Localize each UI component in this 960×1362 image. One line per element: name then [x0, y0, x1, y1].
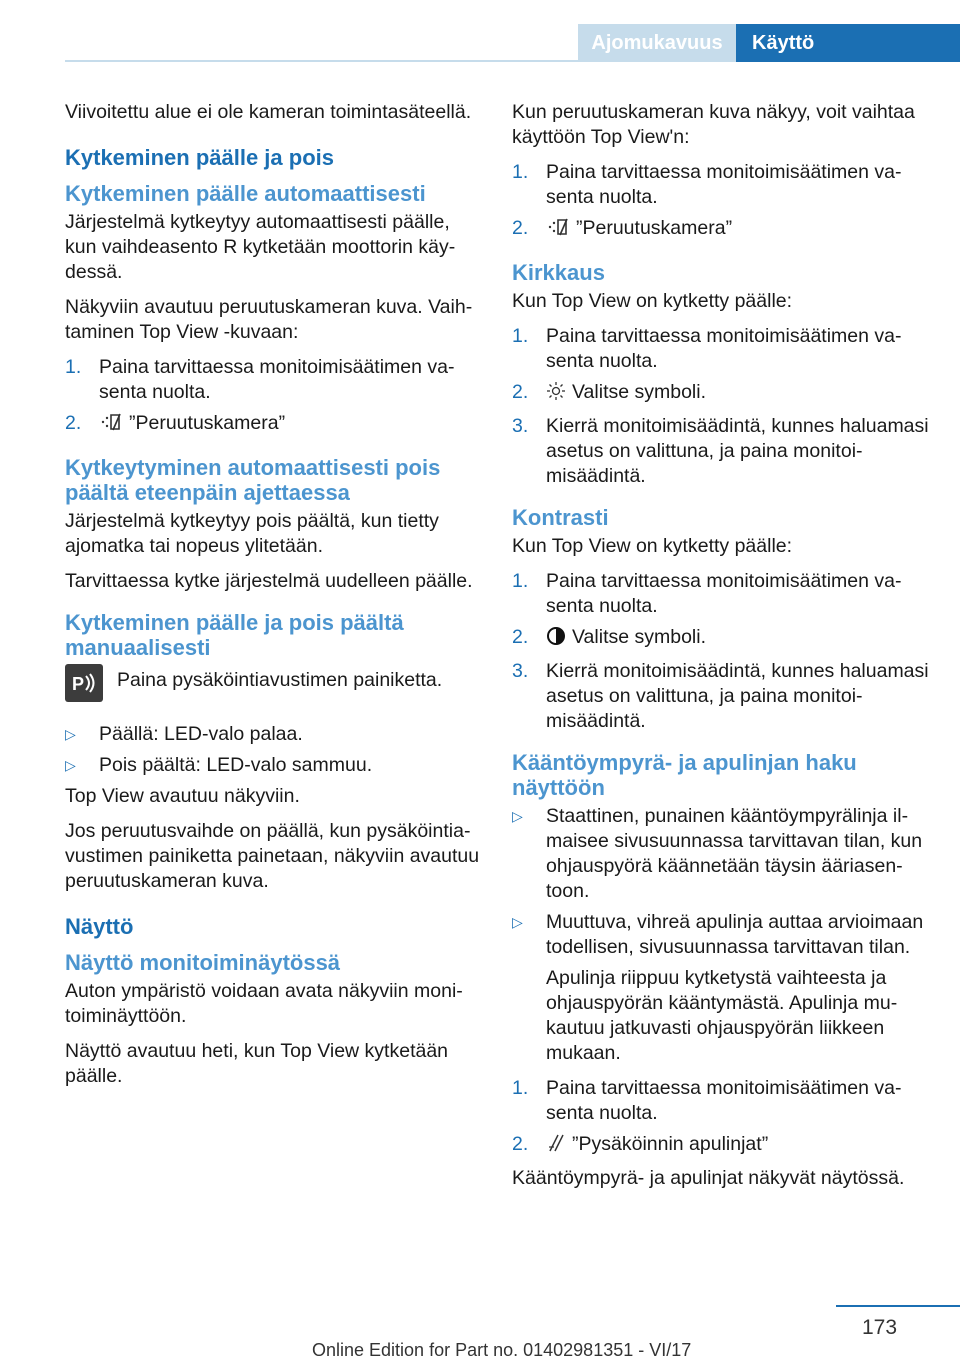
list-item	[512, 625, 932, 653]
step-text: Kierrä monitoimisäädintä, kunnes haluamasi asetus on valittuna, ja paina monitoimisäädintä.	[546, 660, 929, 732]
heading-manual: Kytkeminen päälle ja pois päältä manuaalisesti	[65, 610, 404, 660]
button-instruction	[65, 664, 485, 702]
heading-brightness: Kirkkaus	[512, 260, 605, 285]
list-item	[65, 411, 485, 439]
park-assist-button-icon	[65, 664, 103, 702]
header-section-tab[interactable]: Ajomukavuus	[578, 24, 736, 62]
bullet-triangle-icon: ▷	[65, 726, 76, 742]
paragraph: Kun Top View on kytketty päälle:	[512, 535, 793, 557]
bullet-triangle-icon: ▷	[512, 808, 523, 824]
list-item	[512, 414, 932, 489]
heading-auto-off: Kytkeytyminen automaattisesti pois päältä eteenpäin ajettaessa	[65, 455, 441, 505]
step-number: 2.	[512, 217, 529, 239]
step-number: 2.	[65, 412, 82, 434]
paragraph: Kääntöympyrä- ja apulinjat näkyvät näytössä.	[512, 1167, 905, 1189]
step-text: Valitse symboli.	[572, 626, 707, 648]
step-text: Paina tarvittaessa monitoimisäätimen vasenta nuolta.	[546, 570, 902, 617]
parking-lines-icon	[546, 1133, 566, 1160]
step-text: ”Peruutuskamera”	[129, 412, 286, 434]
paragraph: Kun peruutuskameran kuva näkyy, voit vaihtaa käyttöön Top View'n:	[512, 101, 915, 148]
paragraph: Järjestelmä kytkeytyy pois päältä, kun tietty ajomatka tai nopeus ylitetään.	[65, 510, 439, 557]
heading-switching: Kytkeminen päälle ja pois	[65, 145, 334, 170]
step-text: Valitse symboli.	[572, 381, 707, 403]
step-text: ”Peruutuskamera”	[576, 217, 733, 239]
paragraph: Paina pysäköintiavustimen painiketta.	[117, 669, 443, 691]
left-column	[65, 100, 485, 1099]
bullet-triangle-icon: ▷	[65, 757, 76, 773]
brightness-sun-icon	[546, 381, 566, 408]
bullet-text: Päällä: LED-valo palaa.	[99, 723, 303, 745]
list-item	[512, 1076, 932, 1126]
step-number: 1.	[512, 325, 529, 347]
list-item	[512, 1132, 932, 1160]
bullet-text: Staattinen, punainen kääntöympyrälinja ilmaisee sivusuunnassa tarvittavan tilan, kun ohjauspyörä käännetään täysin ääriasentoon.	[546, 805, 923, 902]
step-number: 1.	[512, 570, 529, 592]
step-text: Paina tarvittaessa monitoimisäätimen vasenta nuolta.	[99, 356, 455, 403]
bullet-triangle-icon: ▷	[512, 914, 523, 930]
paragraph: Jos peruutusvaihde on päällä, kun pysäköintiavustimen painiketta painetaan, näkyviin avautuu peruutuskameran kuva.	[65, 820, 480, 892]
rear-camera-icon	[546, 217, 570, 244]
right-column	[512, 100, 932, 1201]
paragraph: Apulinja riippuu kytketystä vaihteesta ja ohjauspyörän kääntymästä. Apulinja mukautuu jatkuvasti ohjauspyörän liikkeen mukaan.	[546, 967, 898, 1064]
intro-text: Viivoitettu alue ei ole kameran toimintasäteellä.	[65, 101, 472, 123]
step-text: Paina tarvittaessa monitoimisäätimen vasenta nuolta.	[546, 161, 902, 208]
paragraph: Näkyviin avautuu peruutuskameran kuva. Vaihtaminen Top View -kuvaan:	[65, 296, 473, 343]
heading-split-screen: Näyttö monitoiminäytössä	[65, 950, 341, 975]
step-number: 1.	[512, 1077, 529, 1099]
list-item	[512, 216, 932, 244]
bullet-text: Muuttuva, vihreä apulinja auttaa arvioimaan todellisen, sivusuunnassa tarvittavan tilan.	[546, 911, 924, 958]
step-number: 1.	[512, 161, 529, 183]
step-text: ”Pysäköinnin apulinjat”	[572, 1133, 769, 1155]
step-number: 3.	[512, 415, 529, 437]
list-item	[512, 380, 932, 408]
list-item	[65, 355, 485, 405]
list-item	[512, 569, 932, 619]
list-item	[65, 722, 485, 747]
list-item	[512, 659, 932, 734]
heading-contrast: Kontrasti	[512, 505, 609, 530]
paragraph: Auton ympäristö voidaan avata näkyviin monitoiminäyttöön.	[65, 980, 463, 1027]
paragraph: Kun Top View on kytketty päälle:	[512, 290, 793, 312]
edition-text: Online Edition for Part no. 01402981351 - VI/17	[312, 1340, 692, 1360]
list-item	[512, 910, 932, 960]
bullet-text: Pois päältä: LED-valo sammuu.	[99, 754, 373, 776]
list-item	[65, 753, 485, 778]
header-chapter-tab[interactable]: Käyttö	[736, 24, 960, 62]
list-item	[512, 324, 932, 374]
heading-guide-lines: Kääntöympyrä- ja apulinjan haku näyttöön	[512, 750, 857, 800]
step-text: Paina tarvittaessa monitoimisäätimen vasenta nuolta.	[546, 325, 902, 372]
list-item	[512, 804, 932, 904]
paragraph: Tarvittaessa kytke järjestelmä uudelleen päälle.	[65, 570, 473, 592]
svg-text:P: P	[72, 674, 85, 694]
step-text: Kierrä monitoimisäädintä, kunnes haluamasi asetus on valittuna, ja paina monitoimisäädintä.	[546, 415, 929, 487]
step-number: 2.	[512, 1133, 529, 1155]
footer-rule	[836, 1305, 960, 1307]
step-number: 2.	[512, 626, 529, 648]
paragraph: Top View avautuu näkyviin.	[65, 785, 300, 807]
rear-camera-icon	[99, 412, 123, 439]
contrast-icon	[546, 626, 566, 653]
list-item	[512, 160, 932, 210]
paragraph: Järjestelmä kytkeytyy automaattisesti päälle, kun vaihdeasento R kytketään moottorin käydessä.	[65, 211, 456, 283]
paragraph: Näyttö avautuu heti, kun Top View kytketään päälle.	[65, 1040, 449, 1087]
page-number: 173	[862, 1316, 898, 1339]
step-number: 2.	[512, 381, 529, 403]
heading-auto-on: Kytkeminen päälle automaattisesti	[65, 181, 426, 206]
heading-display: Näyttö	[65, 914, 134, 939]
step-text: Paina tarvittaessa monitoimisäätimen vasenta nuolta.	[546, 1077, 902, 1124]
step-number: 3.	[512, 660, 529, 682]
step-number: 1.	[65, 356, 82, 378]
